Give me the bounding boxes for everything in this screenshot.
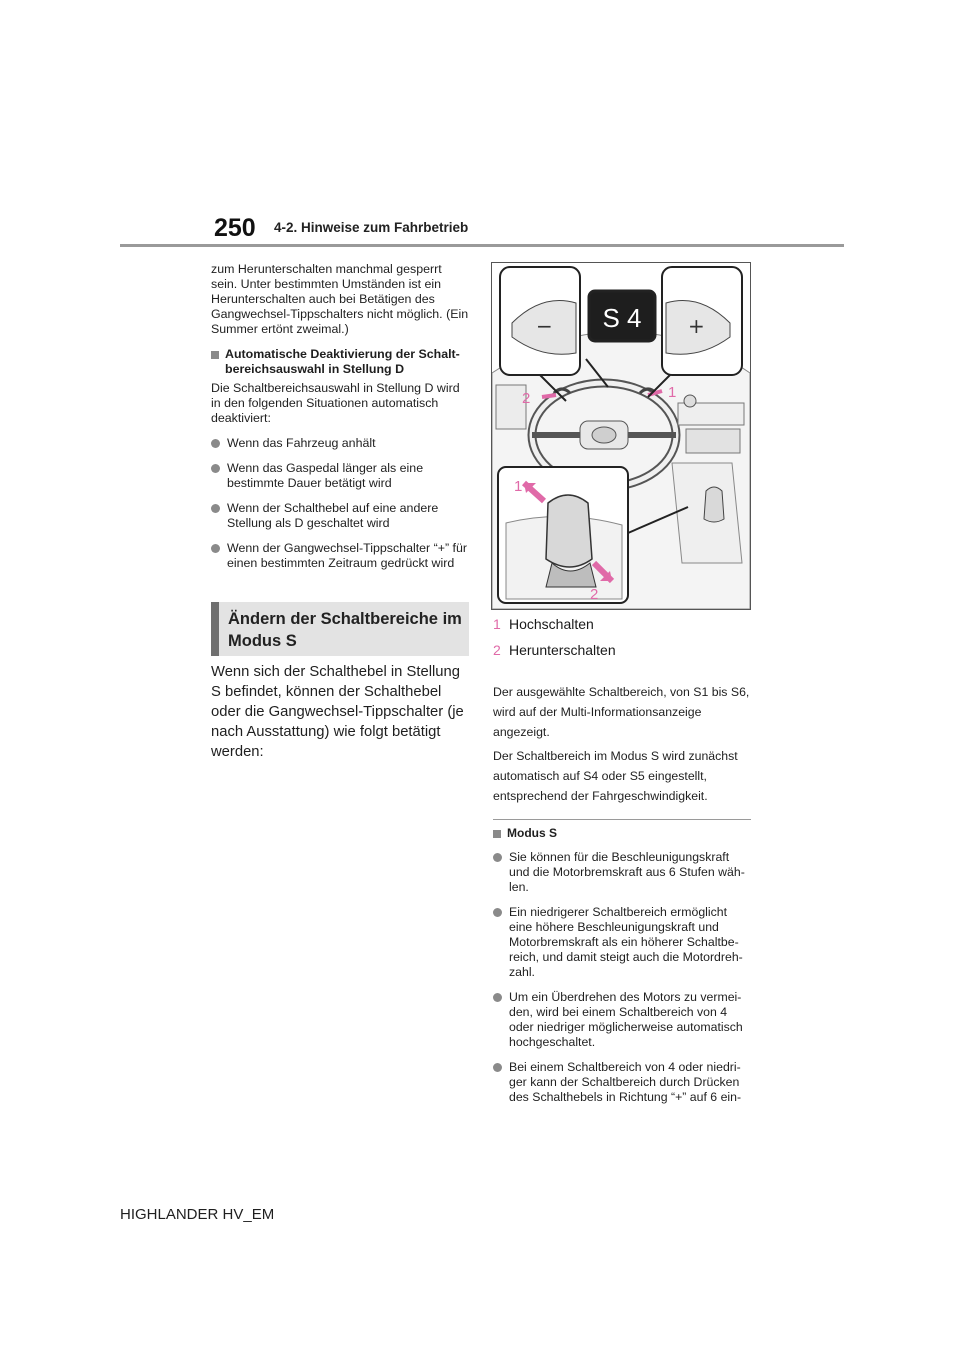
section-title: 4-2. Hinweise zum Fahrbetrieb: [274, 220, 469, 235]
legend-label: Herunterschalten: [509, 642, 616, 658]
subheading-text: Modus S: [507, 826, 557, 840]
note-divider: [493, 819, 751, 820]
minus-label: −: [536, 314, 553, 338]
illustration-svg: [492, 263, 750, 609]
list-item: [493, 1060, 751, 1105]
bullet-dot-icon: [493, 993, 502, 1002]
legend-label: Hochschalten: [509, 616, 594, 632]
legend-number: 1: [493, 616, 501, 632]
legend-item-downshift: [493, 640, 753, 660]
mode-s-notes: [493, 826, 751, 1115]
list-item-text: Wenn das Gaspedal länger als eine bestimmte Dauer betätigt wird: [227, 461, 424, 490]
list-item: [493, 850, 751, 895]
list-item-text: Um ein Überdrehen des Motors zu vermeiden, wird bei einem Schaltbereich von 4 oder niedriger möglicherweise automatisch hochgeschaltet.: [509, 990, 743, 1049]
legend-number: 2: [493, 642, 501, 658]
downshift-arrow-wheel: [542, 395, 556, 397]
callout-1-lever: 1: [514, 478, 523, 495]
list-item-text: Wenn der Schalthebel auf eine andere Stellung als D geschaltet wird: [227, 501, 439, 530]
footer-model: HIGHLANDER HV_EM: [120, 1206, 275, 1223]
square-bullet-icon: [211, 351, 219, 359]
square-bullet-icon: [493, 830, 501, 838]
bullet-dot-icon: [211, 439, 220, 448]
shift-illustration: [491, 262, 751, 610]
callout-2-wheel: 2: [522, 390, 531, 407]
bullet-dot-icon: [211, 504, 220, 513]
legend-item-upshift: [493, 614, 753, 634]
section-heading-box: [211, 602, 469, 656]
subheading-auto-deactivation: [211, 347, 471, 377]
list-item-text: Wenn der Gangwechsel-Tippschalter “+” für einen bestimmten Zeitraum gedrückt wird: [227, 541, 468, 570]
bullet-dot-icon: [493, 908, 502, 917]
bullet-dot-icon: [211, 544, 220, 553]
section-heading: Ändern der Schaltbereiche im Modus S: [228, 610, 462, 650]
list-item-text: Sie können für die Beschleunigungskraft und die Motorbremskraft aus 6 Stufen wählen.: [509, 850, 745, 894]
list-item: [211, 461, 471, 491]
callout-2-lever: 2: [590, 586, 599, 603]
bullet-dot-icon: [493, 1063, 502, 1072]
left-column: [211, 262, 471, 581]
list-item-text: Wenn das Fahrzeug anhält: [227, 436, 376, 450]
horn-emblem: [592, 427, 616, 443]
gear-display-text: S 4: [602, 303, 642, 333]
lead-paragraph: Wenn sich der Schalthebel in Stellung S befindet, können der Schalthebel oder die Gangwechsel-Tippschalter (je nach Ausstattung) wie folgt betätigt werden:: [211, 664, 464, 760]
subheading-text: Automatische Deaktivierung der Schaltbereichsauswahl in Stellung D: [225, 347, 460, 376]
list-item: [211, 501, 471, 531]
header-rule: [120, 244, 844, 247]
shift-lever-small: [704, 487, 724, 522]
control-knob: [684, 395, 696, 407]
bullet-dot-icon: [493, 853, 502, 862]
body-paragraph: Die Schaltbereichsauswahl in Stellung D wird in den folgenden Situationen automatisch deaktiviert:: [211, 381, 460, 425]
list-item-text: Bei einem Schaltbereich von 4 oder niedriger kann der Schaltbereich durch Drücken des Schalthebels in Richtung “+” auf 6 ein-: [509, 1060, 742, 1104]
list-item: [211, 436, 471, 451]
right-paragraph-2: Der Schaltbereich im Modus S wird zunächst automatisch auf S4 oder S5 eingestellt, entsprechend der Fahrgeschwindigkeit.: [493, 749, 738, 803]
list-item: [211, 541, 471, 571]
list-item-text: Ein niedrigerer Schaltbereich ermöglicht eine höhere Beschleunigungskraft und Motorbremskraft als ein höherer Schaltbereich, und damit steigt auch die Motordrehzahl.: [509, 905, 743, 979]
intro-paragraph: zum Herunterschalten manchmal gesperrt sein. Unter bestimmten Umständen ist ein Herunterschalten auch bei Betätigen des Gangwechsel-Tippschalters nicht möglich. (Ein Summer ertönt zweimal.): [211, 262, 469, 336]
center-controls: [686, 429, 740, 453]
list-item: [493, 905, 751, 980]
heading-accent-bar: [211, 602, 219, 656]
bullet-dot-icon: [211, 464, 220, 473]
right-column: [493, 682, 751, 810]
figure-legend: [493, 614, 753, 666]
right-paragraph-1: Der ausgewählte Schaltbereich, von S1 bis S6, wird auf der Multi-Informationsanzeige angezeigt.: [493, 685, 750, 739]
callout-1-wheel: 1: [668, 384, 677, 401]
plus-label: +: [688, 314, 705, 338]
subheading-mode-s: [493, 826, 751, 841]
list-item: [493, 990, 751, 1050]
page-number: 250: [214, 214, 256, 242]
shift-lever-large: [546, 495, 592, 567]
